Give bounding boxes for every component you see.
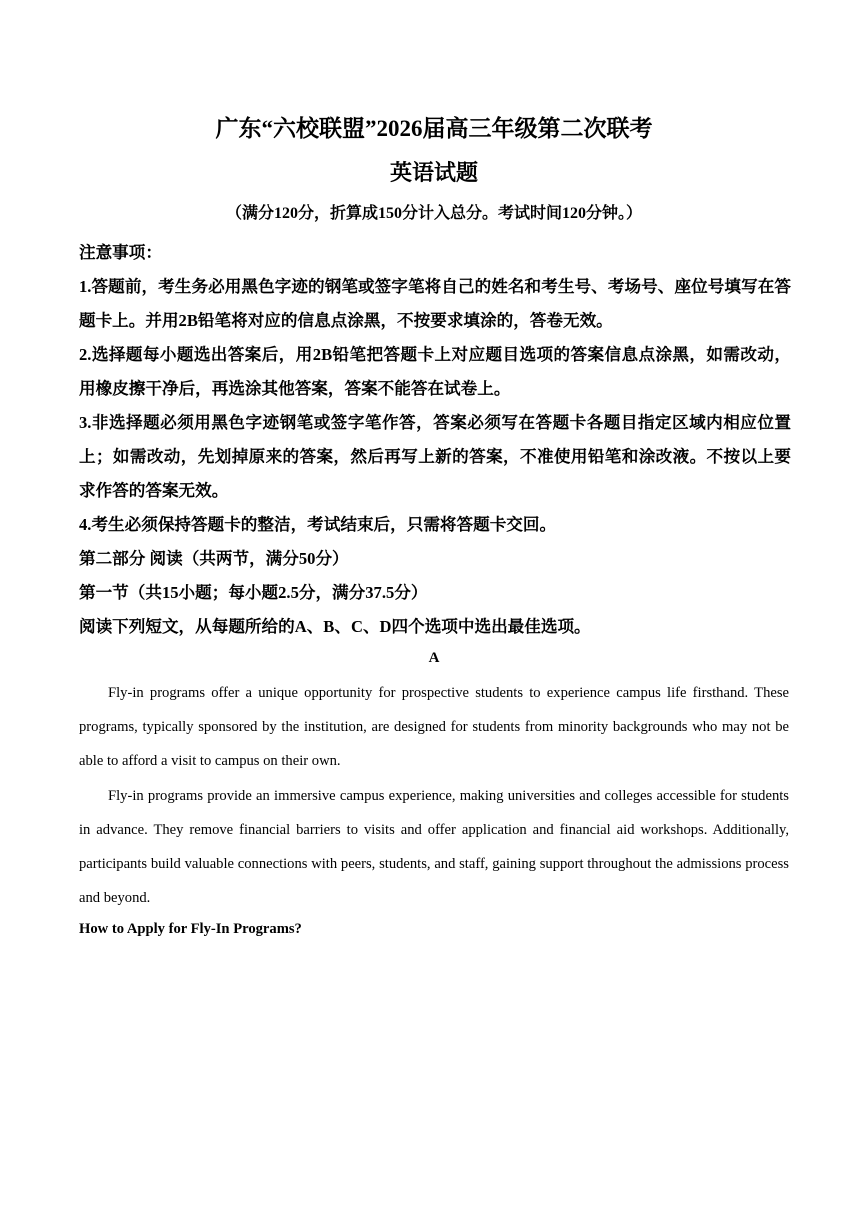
subject-title: 英语试题 (389, 160, 478, 185)
notice-item: 3.非选择题必须用黑色字迹钢笔或签字笔作答，答案必须写在答题卡各题目指定区域内相应位置上；如需改动，先划掉原来的答案，然后再写上新的答案，不准使用铅笔和涂改液。不按以上要求作答的答案无效。 (79, 413, 791, 500)
notice-item: 4.考生必须保持答题卡的整洁，考试结束后，只需将答题卡交回。 (79, 515, 557, 534)
passage-subheading: How to Apply for Fly-In Programs? (79, 921, 302, 937)
passage-paragraph: Fly-in programs provide an immersive campus experience, making universities and colleges accessible for students in advance. They remove financial barriers to visits and offer application and financial aid workshops. Additionally, participants build valuable connections with peers, students, and staff, gaining support throughout the admissions process and beyond. (79, 787, 789, 907)
notices-heading: 注意事项： (79, 243, 162, 262)
section-title: 第一节（共15小题；每小题2.5分，满分37.5分） (79, 583, 428, 602)
passage-letter: A (428, 650, 440, 666)
passage-paragraph: Fly-in programs offer a unique opportunity for prospective students to experience campus life firsthand. These programs, typically sponsored by the institution, are designed for students from minority backgrounds who may not be able to afford a visit to campus on their own. (79, 685, 789, 770)
notices-block (79, 236, 791, 644)
notice-item: 1.答题前，考生务必用黑色字迹的钢笔或签字笔将自己的姓名和考生号、考场号、座位号填写在答题卡上。并用2B铅笔将对应的信息点涂黑，不按要求填涂的，答卷无效。 (79, 277, 791, 330)
score-note: （满分120分，折算成150分计入总分。考试时间120分钟。） (225, 205, 642, 222)
part-title: 第二部分 阅读（共两节，满分50分） (79, 549, 349, 568)
section-instruction: 阅读下列短文，从每题所给的A、B、C、D四个选项中选出最佳选项。 (79, 617, 591, 636)
exam-title: 广东“六校联盟”2026届高三年级第二次联考 (215, 116, 653, 141)
notice-item: 2.选择题每小题选出答案后，用2B铅笔把答题卡上对应题目选项的答案信息点涂黑，如需改动，用橡皮擦干净后，再选涂其他答案，答案不能答在试卷上。 (79, 345, 791, 398)
passage-body (79, 676, 789, 915)
